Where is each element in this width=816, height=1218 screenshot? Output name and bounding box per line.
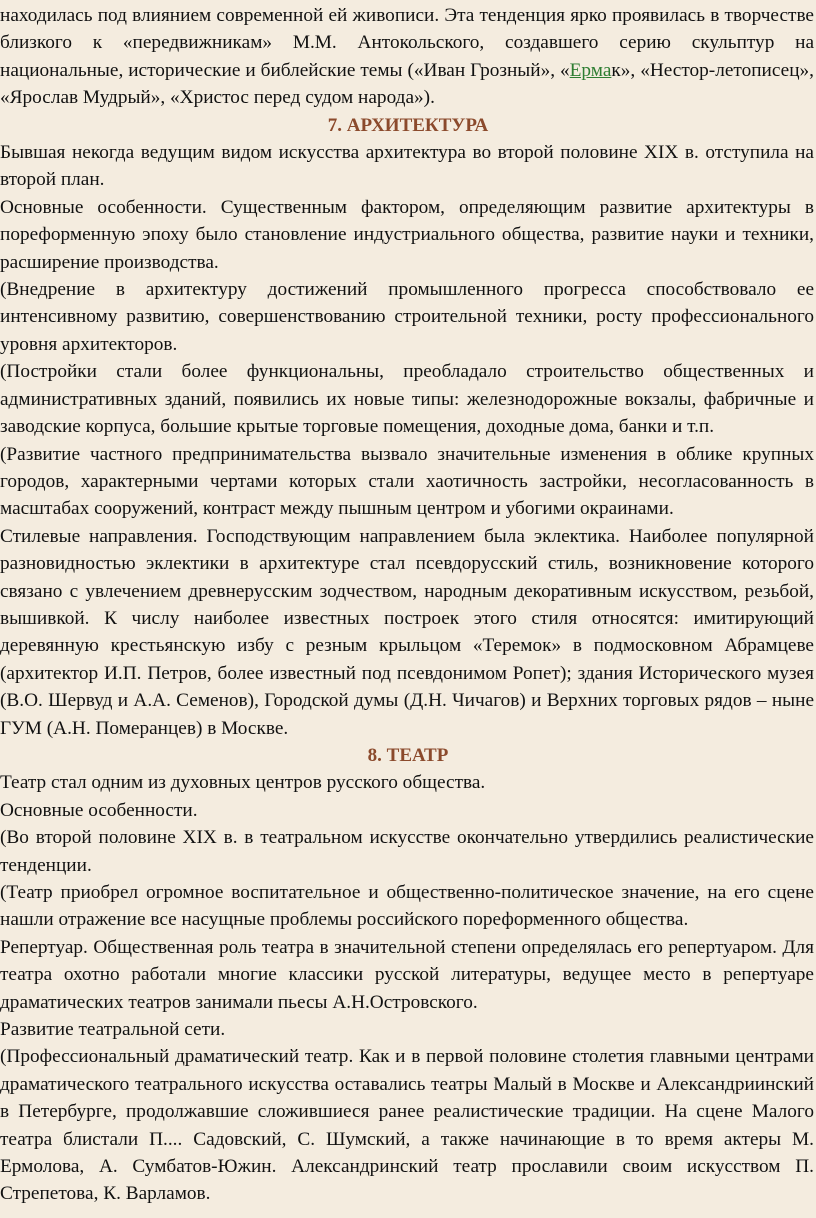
theatre-paragraph-3: (Во второй половине XIX в. в театральном искусстве окончательно утвердились реалистические тенденции. [0, 827, 814, 876]
theatre-paragraph-4: (Театр приобрел огромное воспитательное и общественно-политическое значение, на его сцене нашли отражение все насущные проблемы российского пореформенного общества. [0, 882, 814, 931]
section-heading-architecture: 7. АРХИТЕКТУРА [327, 114, 489, 136]
theatre-paragraph-2: Основные особенности. [0, 799, 198, 821]
intro-text-before: находилась под влиянием современной ей живописи. Эта тенденция ярко проявилась в творчестве близкого к «передвижникам» М.М. Антокольского, создавшего серию скульптур на национальные, исторические и библейские темы («Иван Грозный», « [0, 5, 814, 81]
theatre-paragraph-7: (Профессиональный драматический театр. Как и в первой половине столетия главными центрами драматического театрального искусства оставались театры Малый в Москве и Александриинский в Петербурге, продолжавшие сложившиеся ранее реалистические традиции. На сцене Малого театра блистали П.... Садовский, С. Шумский, а также начинающие в то время актеры М. Ермолова, А. Сумбатов-Южин. Александринский театр прославили своим искусством П. Стрепетова, К. Варламов. [0, 1046, 814, 1205]
architecture-paragraph-4: (Постройки стали более функциональны, преобладало строительство общественных и административных зданий, появились их новые типы: железнодорожные вокзалы, фабричные и заводские корпуса, большие крытые торговые помещения, доходные дома, банки и т.п. [0, 361, 814, 438]
architecture-paragraph-6: Стилевые направления. Господствующим направлением была эклектика. Наиболее популярной разновидностью эклектики в архитектуре стал псевдорусский стиль, возникновение которого связано с увлечением древнерусским зодчеством, народным декоративным искусством, резьбой, вышивкой. К числу наиболее известных построек этого стиля относятся: имитирующий деревянную крестьянскую избу с резным крыльцом «Теремок» в подмосковном Абрамцеве (архитектор И.П. Петров, более известный под псевдонимом Ропет); здания Исторического музея (В.О. Шервуд и А.А. Семенов), Городской думы (Д.Н. Чичагов) и Верхних торговых рядов – ныне ГУМ (А.Н. Померанцев) в Москве. [0, 525, 814, 739]
intro-paragraph [0, 2, 816, 112]
theatre-paragraph-6: Развитие театральной сети. [0, 1019, 226, 1041]
architecture-paragraph-2: Основные особенности. Существенным фактором, определяющим развитие архитектуры в пореформенную эпоху было становление индустриального общества, развитие науки и техники, расширение производства. [0, 196, 814, 273]
theatre-paragraph-1: Театр стал одним из духовных центров русского общества. [0, 772, 486, 794]
ermak-link[interactable]: Ерма [569, 59, 612, 81]
architecture-paragraph-3: (Внедрение в архитектуру достижений промышленного прогресса способствовало ее интенсивному развитию, совершенствованию строительной техники, росту профессионального уровня архитекторов. [0, 279, 814, 355]
architecture-paragraph-5: (Развитие частного предпринимательства вызвало значительные изменения в облике крупных городов, характерными чертами которых стали хаотичность застройки, несогласованность в масштабах сооружений, контраст между пышным центром и убогими окраинами. [0, 443, 814, 520]
theatre-paragraph-5: Репертуар. Общественная роль театра в значительной степени определялась его репертуаром. Для театра охотно работали многие классики русской литературы, ведущее место в репертуаре драматических театров занимали пьесы А.Н.Островского. [0, 936, 814, 1013]
intro-text-after: к», «Нестор-летописец», «Ярослав Мудрый», «Христос перед судом народа»). [0, 59, 814, 109]
architecture-paragraph-1: Бывшая некогда ведущим видом искусства архитектура во второй половине XIX в. отступила на второй план. [0, 142, 814, 191]
section-heading-theatre: 8. ТЕАТР [367, 744, 449, 766]
